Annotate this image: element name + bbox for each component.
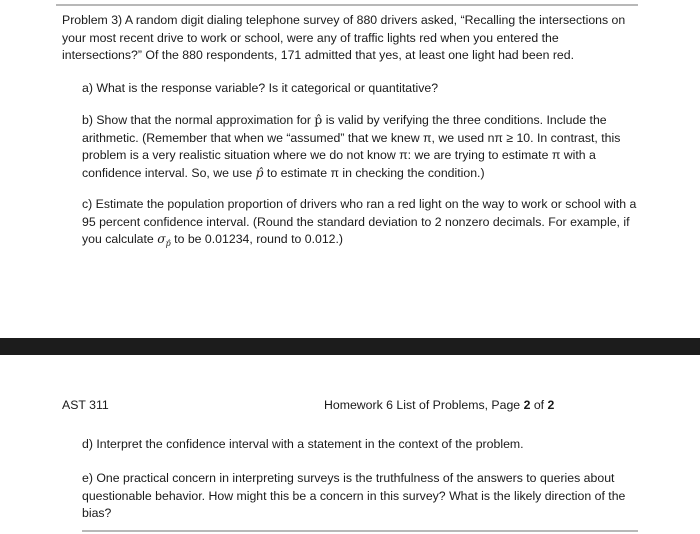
top-rule bbox=[56, 4, 638, 6]
p-hat-symbol-italic: p̂ bbox=[255, 165, 264, 180]
question-b: b) Show that the normal approximation for p̂ is valid by verifying the three conditions. Include the arithmetic. (Remember that when we “assumed” that we knew π, we used nπ ≥ 10. In contrast, this problem is a very realistic situation where we do not know π: we are trying to estimate π with a confidence interval. So, we use p̂ to estimate π in checking the condition.) bbox=[82, 113, 621, 180]
page-header-title: Homework 6 List of Problems, Page 2 of 2 bbox=[324, 398, 555, 412]
question-c: c) Estimate the population proportion of drivers who ran a red light on the way to work or school with a 95 percent confidence interval. (Round the standard deviation to 2 nonzero decimals. For example, if you calculate $\sigma_{p̂}$ to be 0.01234, round to 0.012.) bbox=[82, 197, 637, 248]
course-code: AST 311 bbox=[62, 398, 109, 412]
bottom-rule bbox=[82, 530, 638, 532]
question-d: d) Interpret the confidence interval with a statement in the context of the problem. bbox=[82, 437, 524, 451]
p-hat-symbol: p̂ bbox=[314, 113, 323, 127]
sigma-subscript: p̂ bbox=[165, 239, 171, 248]
sigma-symbol: σ bbox=[157, 232, 166, 246]
question-a: a) What is the response variable? Is it categorical or quantitative? bbox=[82, 81, 439, 95]
page-break-band bbox=[0, 338, 700, 355]
problem-3-intro: Problem 3) A random digit dialing telephone survey of 880 drivers asked, “Recalling the intersections on your most recent drive to work or school, were any of traffic lights red when you entered the intersections?” Of the 880 respondents, 171 admitted that yes, at least one light had been red. bbox=[62, 13, 626, 62]
question-e: e) One practical concern in interpreting surveys is the truthfulness of the answers to queries about questionable behavior. How might this be a concern in this survey? What is the likely direction of the bias? bbox=[82, 471, 626, 520]
